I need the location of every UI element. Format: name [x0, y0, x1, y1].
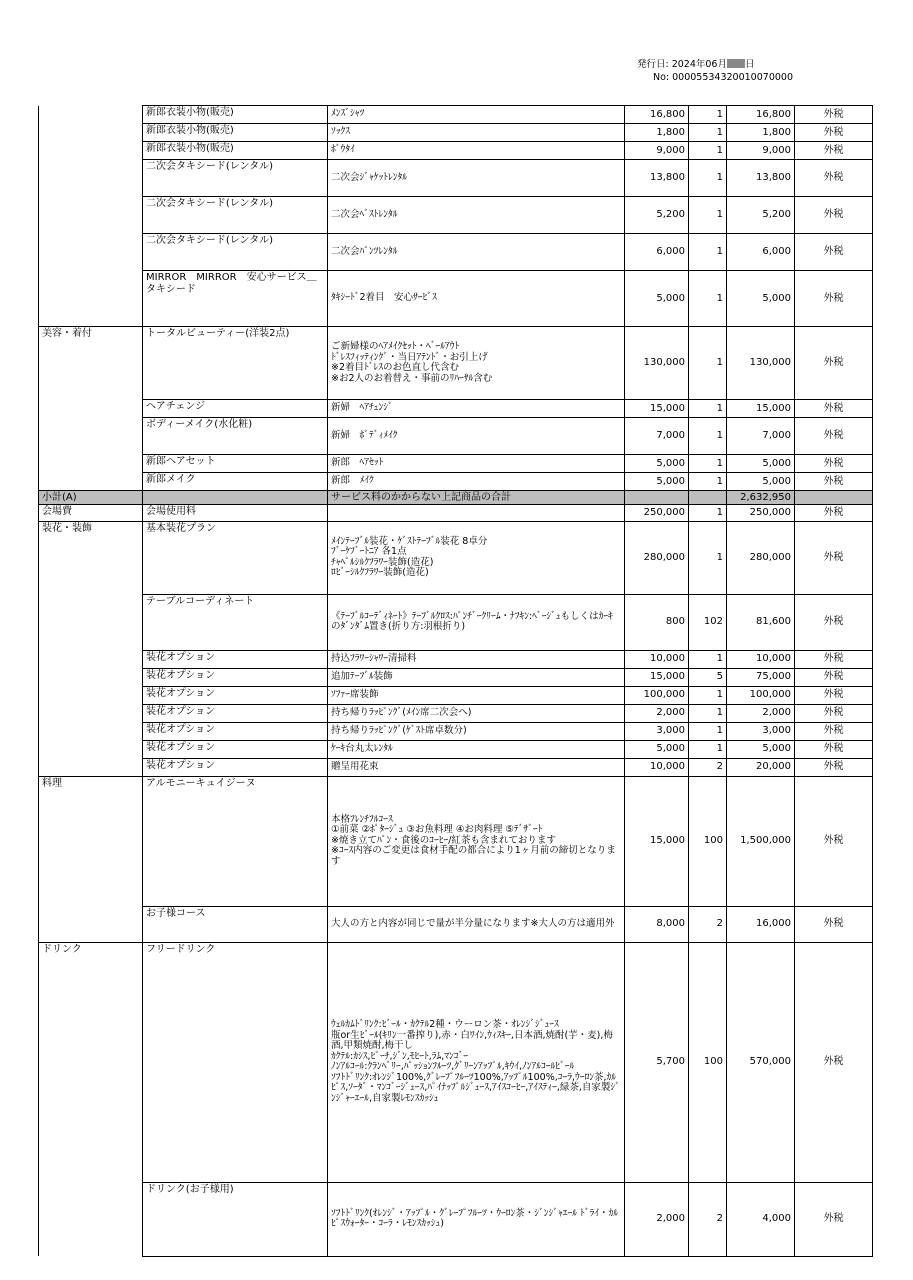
- table-row: [39, 271, 873, 327]
- table-row: [39, 650, 873, 668]
- category-cell: [39, 400, 143, 418]
- category-cell: [39, 197, 143, 234]
- description-cell: [328, 668, 625, 686]
- unit-price-cell: 5,000: [625, 271, 689, 327]
- item-cell: 二次会タキシード(レンタル): [143, 197, 328, 234]
- item-cell: フリードリンク: [143, 942, 328, 1182]
- description-line: 持ち帰りﾗｯﾋﾟﾝｸﾞ(ｹﾞｽﾄ席卓数分): [331, 724, 467, 736]
- subtotal-label: 小計(A): [39, 491, 143, 505]
- category-cell: 料理: [39, 776, 143, 906]
- tax-cell: 外税: [795, 106, 873, 124]
- description-line: ご新婦様のﾍｱﾒｲｸｾｯﾄ・ﾍﾞｰﾙｱｳﾄ: [331, 341, 460, 352]
- description-line: 新婦 ﾎﾞﾃﾞｨﾒｲｸ: [331, 429, 398, 441]
- quantity-cell: 1: [689, 650, 727, 668]
- document-number: No: 00005534320010070000: [652, 72, 793, 83]
- description-line: ﾀｷｼｰﾄﾞ2着目 安心ｻｰﾋﾞｽ: [331, 292, 437, 304]
- item-cell: アルモニーキュイジーヌ: [143, 776, 328, 906]
- description-line: ※ｺｰｽ内容のご変更は食材手配の都合により1ヶ月前の締切となります: [331, 845, 616, 867]
- amount-cell: 5,000: [727, 455, 795, 473]
- category-cell: [39, 722, 143, 740]
- category-cell: [39, 160, 143, 197]
- category-cell: [39, 758, 143, 776]
- description-line: ﾄﾞﾚｽﾌｨｯﾃｨﾝｸﾞ・当日ｱﾃﾝﾄﾞ・お引上げ: [331, 351, 488, 363]
- item-cell: 新郎衣装小物(販売): [143, 124, 328, 142]
- description-line: ﾁｬﾍﾟﾙｼﾙｸﾌﾗﾜｰ装飾(造花): [331, 556, 434, 568]
- description-cell: [328, 776, 625, 906]
- quantity-cell: 1: [689, 234, 727, 271]
- description-cell: [328, 455, 625, 473]
- unit-price-cell: 6,000: [625, 234, 689, 271]
- description-line: 贈呈用花束: [331, 760, 379, 772]
- category-cell: [39, 271, 143, 327]
- description-cell: [328, 704, 625, 722]
- amount-cell: 280,000: [727, 521, 795, 594]
- issue-header: [637, 58, 793, 84]
- description-cell: [328, 400, 625, 418]
- table-row: [39, 668, 873, 686]
- item-cell: 装花オプション: [143, 758, 328, 776]
- quantity-cell: 1: [689, 473, 727, 491]
- description-cell: [328, 473, 625, 491]
- tax-cell: 外税: [795, 776, 873, 906]
- amount-cell: 130,000: [727, 327, 795, 400]
- unit-price-cell: 5,000: [625, 473, 689, 491]
- tax-cell: 外税: [795, 473, 873, 491]
- table-row: [39, 124, 873, 142]
- category-cell: [39, 594, 143, 650]
- tax-cell: 外税: [795, 1182, 873, 1256]
- amount-cell: 15,000: [727, 400, 795, 418]
- description-line: 二次会ﾊﾟﾝﾂﾚﾝﾀﾙ: [331, 245, 398, 257]
- description-line: ※焼き立てﾊﾟﾝ・食後のｺｰﾋｰ/紅茶も含まれております: [331, 834, 556, 846]
- category-cell: [39, 650, 143, 668]
- unit-price-cell: 5,000: [625, 455, 689, 473]
- amount-cell: 100,000: [727, 686, 795, 704]
- amount-cell: 20,000: [727, 758, 795, 776]
- unit-price-cell: 280,000: [625, 521, 689, 594]
- description-cell: [328, 160, 625, 197]
- description-line: 本格ﾌﾚﾝﾁﾌﾙｺｰｽ: [331, 813, 393, 825]
- description-cell: [328, 197, 625, 234]
- quantity-cell: 2: [689, 1182, 727, 1256]
- table-row: [39, 740, 873, 758]
- item-cell: 装花オプション: [143, 686, 328, 704]
- unit-price-cell: 10,000: [625, 758, 689, 776]
- tax-cell: 外税: [795, 327, 873, 400]
- description-line: ﾌﾞｰｹﾌﾞｰﾄﾆｱ 各1点: [331, 546, 407, 557]
- table-row: [39, 142, 873, 160]
- description-line: ※お2人のお着替え・事前のﾘﾊｰｻﾙ含む: [331, 372, 493, 384]
- item-cell: 新郎衣装小物(販売): [143, 142, 328, 160]
- quantity-cell: 1: [689, 740, 727, 758]
- table-row: [39, 400, 873, 418]
- subtotal-qty-cell: [689, 491, 727, 505]
- amount-cell: 1,500,000: [727, 776, 795, 906]
- amount-cell: 5,000: [727, 271, 795, 327]
- redaction-block: [727, 59, 745, 68]
- amount-cell: 5,200: [727, 197, 795, 234]
- table-row: [39, 418, 873, 455]
- table-row: [39, 776, 873, 906]
- quantity-cell: 100: [689, 942, 727, 1182]
- category-cell: 装花・装飾: [39, 521, 143, 594]
- category-cell: [39, 686, 143, 704]
- description-line: 持ち帰りﾗｯﾋﾟﾝｸﾞ(ﾒｲﾝ席二次会へ): [331, 706, 472, 718]
- description-cell: [328, 722, 625, 740]
- description-cell: [328, 521, 625, 594]
- amount-cell: 5,000: [727, 473, 795, 491]
- category-cell: [39, 668, 143, 686]
- item-cell: ボディーメイク(水化粧): [143, 418, 328, 455]
- unit-price-cell: 250,000: [625, 504, 689, 521]
- unit-price-cell: 9,000: [625, 142, 689, 160]
- table-row: [39, 234, 873, 271]
- description-line: ①前菜 ②ﾎﾟﾀｰｼﾞｭ ③お魚料理 ④お肉料理 ⑤ﾃﾞｻﾞｰﾄ: [331, 824, 543, 836]
- tax-cell: 外税: [795, 142, 873, 160]
- unit-price-cell: 5,700: [625, 942, 689, 1182]
- description-line: 瓶or生ﾋﾞｰﾙ(ｷﾘﾝ一番搾り),赤・白ﾜｲﾝ,ｳｨｽｷｰ,日本酒,焼酎(芋・麦),梅酒,甲類焼酎,梅干し: [331, 1029, 613, 1051]
- description-line: ﾒｲﾝﾃｰﾌﾞﾙ装花・ｹﾞｽﾄﾃｰﾌﾞﾙ装花 8卓分: [331, 535, 488, 547]
- item-cell: 装花オプション: [143, 650, 328, 668]
- description-cell: [328, 1182, 625, 1256]
- tax-cell: 外税: [795, 455, 873, 473]
- unit-price-cell: 8,000: [625, 906, 689, 942]
- tax-cell: 外税: [795, 686, 873, 704]
- item-cell: 新郎メイク: [143, 473, 328, 491]
- item-cell: 新郎ヘアセット: [143, 455, 328, 473]
- tax-cell: 外税: [795, 668, 873, 686]
- quantity-cell: 1: [689, 271, 727, 327]
- description-line: 《ﾃｰﾌﾞﾙｺｰﾃﾞｨﾈｰﾄ》ﾃｰﾌﾞﾙｸﾛｽ:ﾊﾟﾝﾁﾞｰｸﾘｰﾑ・ﾅﾌｷﾝ:ﾍﾞｰｼﾞｭもしくはｶｰｷのﾀﾞﾝﾀﾞﾑ置き(折り方:羽根折り): [331, 610, 613, 632]
- tax-cell: 外税: [795, 521, 873, 594]
- amount-cell: 2,000: [727, 704, 795, 722]
- tax-cell: 外税: [795, 504, 873, 521]
- item-cell: ヘアチェンジ: [143, 400, 328, 418]
- description-line: 新郎 ﾒｲｸ: [331, 475, 374, 487]
- unit-price-cell: 130,000: [625, 327, 689, 400]
- category-cell: [39, 906, 143, 942]
- table-row: [39, 473, 873, 491]
- amount-cell: 3,000: [727, 722, 795, 740]
- description-cell: [328, 906, 625, 942]
- item-cell: テーブルコーディネート: [143, 594, 328, 650]
- description-cell: [328, 106, 625, 124]
- unit-price-cell: 2,000: [625, 1182, 689, 1256]
- quantity-cell: 1: [689, 327, 727, 400]
- unit-price-cell: 7,000: [625, 418, 689, 455]
- amount-cell: 7,000: [727, 418, 795, 455]
- category-cell: [39, 473, 143, 491]
- table-row: [39, 160, 873, 197]
- unit-price-cell: 16,800: [625, 106, 689, 124]
- amount-cell: 570,000: [727, 942, 795, 1182]
- quantity-cell: 1: [689, 455, 727, 473]
- description-cell: [328, 650, 625, 668]
- table-row: [39, 521, 873, 594]
- table-row: [39, 722, 873, 740]
- category-cell: [39, 106, 143, 124]
- category-cell: 会場費: [39, 504, 143, 521]
- item-cell: 基本装花プラン: [143, 521, 328, 594]
- tax-cell: 外税: [795, 942, 873, 1182]
- tax-cell: 外税: [795, 418, 873, 455]
- item-cell: 会場使用料: [143, 504, 328, 521]
- item-cell: 装花オプション: [143, 704, 328, 722]
- tax-cell: 外税: [795, 234, 873, 271]
- description-line: 持込ﾌﾗﾜｰｼｬﾜｰ清掃料: [331, 652, 417, 664]
- amount-cell: 5,000: [727, 740, 795, 758]
- description-line: 新婦 ﾍｱﾁｪﾝｼﾞ: [331, 402, 393, 414]
- subtotal-tax-cell: [795, 491, 873, 505]
- quantity-cell: 1: [689, 142, 727, 160]
- category-cell: [39, 418, 143, 455]
- description-line: ﾒﾝｽﾞｼｬﾂ: [331, 108, 365, 120]
- unit-price-cell: 15,000: [625, 776, 689, 906]
- description-line: ﾉﾝｱﾙｺｰﾙ:ｸﾗﾝﾍﾞﾘｰ,ﾊﾟｯｼｮﾝﾌﾙｰﾂ,ｸﾞﾘｰﾝｱｯﾌﾟﾙ,ｷｳｲ,ﾉﾝｱﾙｺｰﾙﾋﾞｰﾙ: [331, 1061, 575, 1072]
- description-line: ｹｰｷ台丸太ﾚﾝﾀﾙ: [331, 742, 393, 754]
- quantity-cell: 1: [689, 197, 727, 234]
- description-cell: [328, 686, 625, 704]
- description-line: 大人の方と内容が同じで量が半分量になります※大人の方は適用外: [331, 917, 615, 929]
- category-cell: [39, 455, 143, 473]
- amount-cell: 4,000: [727, 1182, 795, 1256]
- amount-cell: 16,800: [727, 106, 795, 124]
- table-row: [39, 327, 873, 400]
- table-row: [39, 455, 873, 473]
- tax-cell: 外税: [795, 906, 873, 942]
- amount-cell: 9,000: [727, 142, 795, 160]
- tax-cell: 外税: [795, 650, 873, 668]
- amount-cell: 75,000: [727, 668, 795, 686]
- tax-cell: 外税: [795, 740, 873, 758]
- unit-price-cell: 100,000: [625, 686, 689, 704]
- quantity-cell: 1: [689, 704, 727, 722]
- amount-cell: 16,000: [727, 906, 795, 942]
- tax-cell: 外税: [795, 197, 873, 234]
- description-line: 追加ﾃｰﾌﾞﾙ装飾: [331, 670, 393, 682]
- category-cell: [39, 124, 143, 142]
- quantity-cell: 1: [689, 124, 727, 142]
- description-line: ｶｸﾃﾙ:ｶｼｽ,ﾋﾟｰﾁ,ｼﾞﾝ,ﾓﾋｰﾄ,ﾗﾑ,ﾏﾝｺﾞｰ: [331, 1050, 469, 1062]
- description-cell: [328, 271, 625, 327]
- item-cell: MIRROR MIRROR 安心サービス＿タキシード: [143, 271, 328, 327]
- item-cell: 装花オプション: [143, 668, 328, 686]
- unit-price-cell: 15,000: [625, 400, 689, 418]
- tax-cell: 外税: [795, 758, 873, 776]
- description-cell: [328, 504, 625, 521]
- description-cell: [328, 758, 625, 776]
- item-cell: トータルビューティー(洋装2点): [143, 327, 328, 400]
- description-cell: [328, 142, 625, 160]
- quantity-cell: 1: [689, 400, 727, 418]
- unit-price-cell: 2,000: [625, 704, 689, 722]
- tax-cell: 外税: [795, 160, 873, 197]
- unit-price-cell: 10,000: [625, 650, 689, 668]
- item-cell: 新郎衣装小物(販売): [143, 106, 328, 124]
- description-line: 新郎 ﾍｱｾｯﾄ: [331, 457, 384, 469]
- quantity-cell: 1: [689, 521, 727, 594]
- invoice-table: [38, 105, 873, 1257]
- category-cell: [39, 740, 143, 758]
- unit-price-cell: 13,800: [625, 160, 689, 197]
- description-cell: [328, 124, 625, 142]
- amount-cell: 6,000: [727, 234, 795, 271]
- unit-price-cell: 800: [625, 594, 689, 650]
- item-cell: 装花オプション: [143, 722, 328, 740]
- item-cell: ドリンク(お子様用): [143, 1182, 328, 1256]
- amount-cell: 1,800: [727, 124, 795, 142]
- quantity-cell: 100: [689, 776, 727, 906]
- description-line: ｿﾌﾄﾄﾞﾘﾝｸ(ｵﾚﾝｼﾞ・ｱｯﾌﾟﾙ・ｸﾞﾚｰﾌﾟﾌﾙｰﾂ・ｳｰﾛﾝ茶・ｼﾞﾝｼﾞｬｴｰﾙ ﾄﾞﾗｲ・ｶﾙﾋﾟｽｳｫｰﾀｰ・ｺｰﾗ・ﾚﾓﾝｽｶｯｼｭ): [331, 1207, 618, 1229]
- quantity-cell: 1: [689, 160, 727, 197]
- unit-price-cell: 3,000: [625, 722, 689, 740]
- description-cell: [328, 327, 625, 400]
- description-line: ｿﾌﾄﾄﾞﾘﾝｸ:ｵﾚﾝｼﾞ100%,ｸﾞﾚｰﾌﾟﾌﾙｰﾂ100%,ｱｯﾌﾟﾙ100%,ｺｰﾗ,ｳｰﾛﾝ茶,ｶﾙﾋﾟｽ,ｿｰﾀﾞ・ﾏﾝｺﾞｰｼﾞｭｰｽ,ﾊﾟｲﾅｯﾌﾟﾙｼﾞｭｰｽ,ｱｲｽｺｰﾋｰ,ｱｲｽﾃｨｰ,緑茶,自家製ｼﾞﾝｼﾞｬｰｴｰﾙ,自家製ﾚﾓﾝｽｶｯｼｭ: [331, 1071, 620, 1104]
- subtotal-item-cell: [143, 491, 328, 505]
- table-row: [39, 504, 873, 521]
- table-row: [39, 197, 873, 234]
- quantity-cell: 1: [689, 686, 727, 704]
- table-row: [39, 704, 873, 722]
- tax-cell: 外税: [795, 722, 873, 740]
- quantity-cell: 1: [689, 106, 727, 124]
- description-line: ｳｪﾙｶﾑﾄﾞﾘﾝｸ:ﾋﾞｰﾙ・ｶｸﾃﾙ2種・ウーロン茶・ｵﾚﾝｼﾞｼﾞｭｰｽ: [331, 1019, 559, 1030]
- description-cell: [328, 942, 625, 1182]
- description-line: ｿｯｸｽ: [331, 126, 351, 138]
- issue-date: 発行日: 2024年06月 日: [636, 59, 755, 70]
- amount-cell: 10,000: [727, 650, 795, 668]
- unit-price-cell: 1,800: [625, 124, 689, 142]
- description-cell: [328, 594, 625, 650]
- description-line: ｿﾌｧｰ席装飾: [331, 688, 379, 700]
- subtotal-row: [39, 491, 873, 505]
- item-cell: お子様コース: [143, 906, 328, 942]
- subtotal-price-cell: [625, 491, 689, 505]
- table-row: [39, 1182, 873, 1256]
- table-row: [39, 686, 873, 704]
- category-cell: ドリンク: [39, 942, 143, 1182]
- amount-cell: 13,800: [727, 160, 795, 197]
- description-cell: [328, 740, 625, 758]
- amount-cell: 81,600: [727, 594, 795, 650]
- category-cell: [39, 234, 143, 271]
- description-cell: [328, 418, 625, 455]
- subtotal-desc: サービス料のかからない上記商品の合計: [328, 491, 625, 505]
- category-cell: [39, 704, 143, 722]
- amount-cell: 250,000: [727, 504, 795, 521]
- description-line: 二次会ﾍﾞｽﾄﾚﾝﾀﾙ: [331, 208, 398, 220]
- category-cell: [39, 1182, 143, 1256]
- quantity-cell: 1: [689, 504, 727, 521]
- category-cell: [39, 142, 143, 160]
- quantity-cell: 102: [689, 594, 727, 650]
- item-cell: 二次会タキシード(レンタル): [143, 160, 328, 197]
- table-row: [39, 758, 873, 776]
- quantity-cell: 2: [689, 758, 727, 776]
- table-row: [39, 106, 873, 124]
- unit-price-cell: 5,000: [625, 740, 689, 758]
- quantity-cell: 5: [689, 668, 727, 686]
- description-line: ﾛﾋﾞｰｼﾙｸﾌﾗﾜｰ装飾(造花): [331, 567, 429, 578]
- description-line: ※2着目ﾄﾞﾚｽのお色直し代含む: [331, 362, 460, 373]
- table-row: [39, 594, 873, 650]
- description-cell: [328, 234, 625, 271]
- quantity-cell: 1: [689, 418, 727, 455]
- table-row: [39, 942, 873, 1182]
- description-line: 二次会ｼﾞｬｹｯﾄﾚﾝﾀﾙ: [331, 171, 408, 183]
- category-cell: 美容・着付: [39, 327, 143, 400]
- item-cell: 二次会タキシード(レンタル): [143, 234, 328, 271]
- unit-price-cell: 15,000: [625, 668, 689, 686]
- item-cell: 装花オプション: [143, 740, 328, 758]
- tax-cell: 外税: [795, 400, 873, 418]
- description-line: ﾎﾞｳﾀｲ: [331, 144, 355, 156]
- subtotal-amount: 2,632,950: [727, 491, 795, 505]
- tax-cell: 外税: [795, 704, 873, 722]
- tax-cell: 外税: [795, 124, 873, 142]
- table-row: [39, 906, 873, 942]
- quantity-cell: 2: [689, 906, 727, 942]
- quantity-cell: 1: [689, 722, 727, 740]
- tax-cell: 外税: [795, 594, 873, 650]
- unit-price-cell: 5,200: [625, 197, 689, 234]
- tax-cell: 外税: [795, 271, 873, 327]
